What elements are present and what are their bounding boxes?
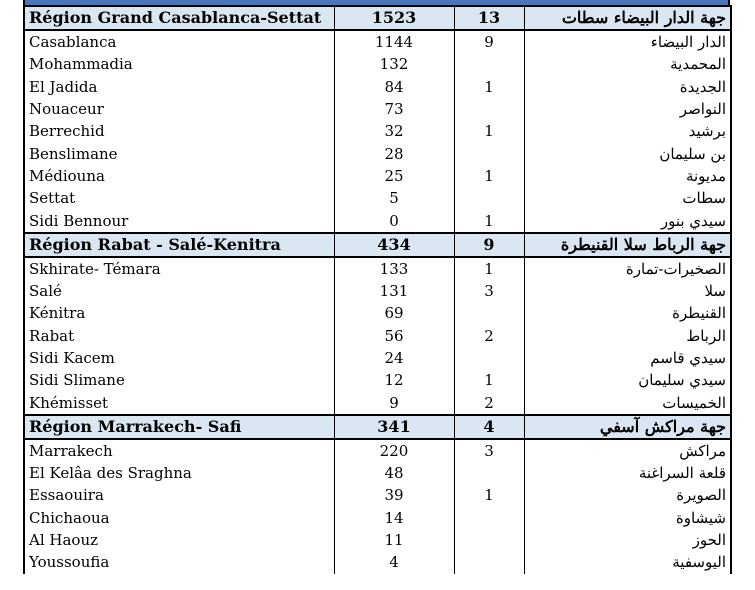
province-cases: 28 bbox=[334, 142, 454, 164]
region-header-row bbox=[24, 415, 731, 439]
province-deaths bbox=[454, 551, 524, 573]
province-deaths bbox=[454, 507, 524, 529]
region-deaths: 9 bbox=[454, 233, 524, 257]
table-row bbox=[24, 187, 731, 209]
province-name-fr: Settat bbox=[24, 187, 334, 209]
province-deaths: 1 bbox=[454, 257, 524, 280]
province-name-fr: Médiouna bbox=[24, 165, 334, 187]
province-name-fr: Kénitra bbox=[24, 302, 334, 324]
province-deaths bbox=[454, 98, 524, 120]
province-name-ar: سيدي بنور bbox=[524, 209, 731, 232]
province-name-ar: سيدي قاسم bbox=[524, 347, 731, 369]
region-name-fr: Région Rabat - Salé-Kenitra bbox=[24, 233, 334, 257]
region-deaths: 13 bbox=[454, 6, 524, 30]
province-cases: 131 bbox=[334, 280, 454, 302]
province-name-fr: Sidi Slimane bbox=[24, 369, 334, 391]
province-deaths: 1 bbox=[454, 209, 524, 232]
province-name-fr: Sidi Bennour bbox=[24, 209, 334, 232]
province-deaths: 1 bbox=[454, 120, 524, 142]
province-name-fr: El Jadida bbox=[24, 76, 334, 98]
province-name-fr: Youssoufia bbox=[24, 551, 334, 573]
table-row bbox=[24, 120, 731, 142]
province-name-ar: المحمدية bbox=[524, 53, 731, 75]
province-name-fr: Marrakech bbox=[24, 439, 334, 462]
province-deaths: 9 bbox=[454, 30, 524, 53]
province-name-ar: اليوسفية bbox=[524, 551, 731, 573]
province-name-ar: برشيد bbox=[524, 120, 731, 142]
province-name-ar: بن سليمان bbox=[524, 142, 731, 164]
province-name-fr: Skhirate- Témara bbox=[24, 257, 334, 280]
province-deaths: 3 bbox=[454, 280, 524, 302]
province-cases: 12 bbox=[334, 369, 454, 391]
table-row bbox=[24, 76, 731, 98]
province-cases: 9 bbox=[334, 391, 454, 414]
table-row bbox=[24, 439, 731, 462]
table-row bbox=[24, 257, 731, 280]
table-row bbox=[24, 529, 731, 551]
province-deaths: 1 bbox=[454, 484, 524, 506]
table-row bbox=[24, 347, 731, 369]
region-name-ar: جهة الدار البيضاء سطات bbox=[524, 6, 731, 30]
table-row bbox=[24, 551, 731, 573]
province-cases: 14 bbox=[334, 507, 454, 529]
province-deaths bbox=[454, 142, 524, 164]
province-cases: 39 bbox=[334, 484, 454, 506]
province-name-fr: Chichaoua bbox=[24, 507, 334, 529]
province-cases: 69 bbox=[334, 302, 454, 324]
region-name-fr: Région Marrakech- Safi bbox=[24, 415, 334, 439]
province-name-fr: El Kelâa des Sraghna bbox=[24, 462, 334, 484]
region-cases: 1523 bbox=[334, 6, 454, 30]
table-row bbox=[24, 30, 731, 53]
province-name-fr: Nouaceur bbox=[24, 98, 334, 120]
province-cases: 0 bbox=[334, 209, 454, 232]
table-row bbox=[24, 165, 731, 187]
province-cases: 5 bbox=[334, 187, 454, 209]
table-row bbox=[24, 325, 731, 347]
table-row bbox=[24, 98, 731, 120]
region-deaths: 4 bbox=[454, 415, 524, 439]
table-row bbox=[24, 369, 731, 391]
province-name-ar: النواصر bbox=[524, 98, 731, 120]
province-cases: 25 bbox=[334, 165, 454, 187]
province-cases: 48 bbox=[334, 462, 454, 484]
province-cases: 24 bbox=[334, 347, 454, 369]
province-deaths: 1 bbox=[454, 369, 524, 391]
table-row bbox=[24, 209, 731, 232]
province-name-ar: الدار البيضاء bbox=[524, 30, 731, 53]
province-deaths bbox=[454, 529, 524, 551]
province-cases: 133 bbox=[334, 257, 454, 280]
province-cases: 220 bbox=[334, 439, 454, 462]
table-row bbox=[24, 507, 731, 529]
province-name-fr: Salé bbox=[24, 280, 334, 302]
table-row bbox=[24, 53, 731, 75]
province-cases: 132 bbox=[334, 53, 454, 75]
region-cases: 341 bbox=[334, 415, 454, 439]
province-cases: 1144 bbox=[334, 30, 454, 53]
table-row bbox=[24, 391, 731, 414]
province-cases: 84 bbox=[334, 76, 454, 98]
province-name-fr: Mohammadia bbox=[24, 53, 334, 75]
region-header-row bbox=[24, 233, 731, 257]
province-cases: 56 bbox=[334, 325, 454, 347]
province-name-fr: Khémisset bbox=[24, 391, 334, 414]
table-row bbox=[24, 142, 731, 164]
province-deaths: 1 bbox=[454, 165, 524, 187]
province-name-fr: Al Haouz bbox=[24, 529, 334, 551]
province-name-fr: Benslimane bbox=[24, 142, 334, 164]
province-deaths: 1 bbox=[454, 76, 524, 98]
province-cases: 4 bbox=[334, 551, 454, 573]
province-deaths bbox=[454, 462, 524, 484]
province-name-fr: Rabat bbox=[24, 325, 334, 347]
province-name-ar: القنيطرة bbox=[524, 302, 731, 324]
province-deaths bbox=[454, 187, 524, 209]
province-deaths: 3 bbox=[454, 439, 524, 462]
province-cases: 73 bbox=[334, 98, 454, 120]
province-name-ar: الصويرة bbox=[524, 484, 731, 506]
province-name-ar: قلعة السراغنة bbox=[524, 462, 731, 484]
province-name-ar: الرباط bbox=[524, 325, 731, 347]
province-deaths: 2 bbox=[454, 325, 524, 347]
table-row bbox=[24, 462, 731, 484]
region-name-fr: Région Grand Casablanca-Settat bbox=[24, 6, 334, 30]
province-name-ar: سطات bbox=[524, 187, 731, 209]
province-name-ar: الصخيرات-تمارة bbox=[524, 257, 731, 280]
region-header-row bbox=[24, 6, 731, 30]
province-name-fr: Essaouira bbox=[24, 484, 334, 506]
province-name-ar: الجديدة bbox=[524, 76, 731, 98]
table-row bbox=[24, 484, 731, 506]
table-row bbox=[24, 280, 731, 302]
province-name-fr: Sidi Kacem bbox=[24, 347, 334, 369]
table-row bbox=[24, 302, 731, 324]
region-cases: 434 bbox=[334, 233, 454, 257]
province-cases: 11 bbox=[334, 529, 454, 551]
province-name-ar: سيدي سليمان bbox=[524, 369, 731, 391]
document-page bbox=[23, 0, 730, 574]
province-deaths: 2 bbox=[454, 391, 524, 414]
province-deaths bbox=[454, 302, 524, 324]
province-name-fr: Berrechid bbox=[24, 120, 334, 142]
region-name-ar: جهة الرباط سلا القنيطرة bbox=[524, 233, 731, 257]
province-name-ar: سلا bbox=[524, 280, 731, 302]
province-deaths bbox=[454, 347, 524, 369]
province-deaths bbox=[454, 53, 524, 75]
province-name-ar: شيشاوة bbox=[524, 507, 731, 529]
province-name-ar: الخميسات bbox=[524, 391, 731, 414]
province-cases: 32 bbox=[334, 120, 454, 142]
cases-table bbox=[23, 5, 732, 574]
province-name-fr: Casablanca bbox=[24, 30, 334, 53]
region-name-ar: جهة مراكش آسفي bbox=[524, 415, 731, 439]
province-name-ar: مراكش bbox=[524, 439, 731, 462]
province-name-ar: الحوز bbox=[524, 529, 731, 551]
province-name-ar: مديونة bbox=[524, 165, 731, 187]
